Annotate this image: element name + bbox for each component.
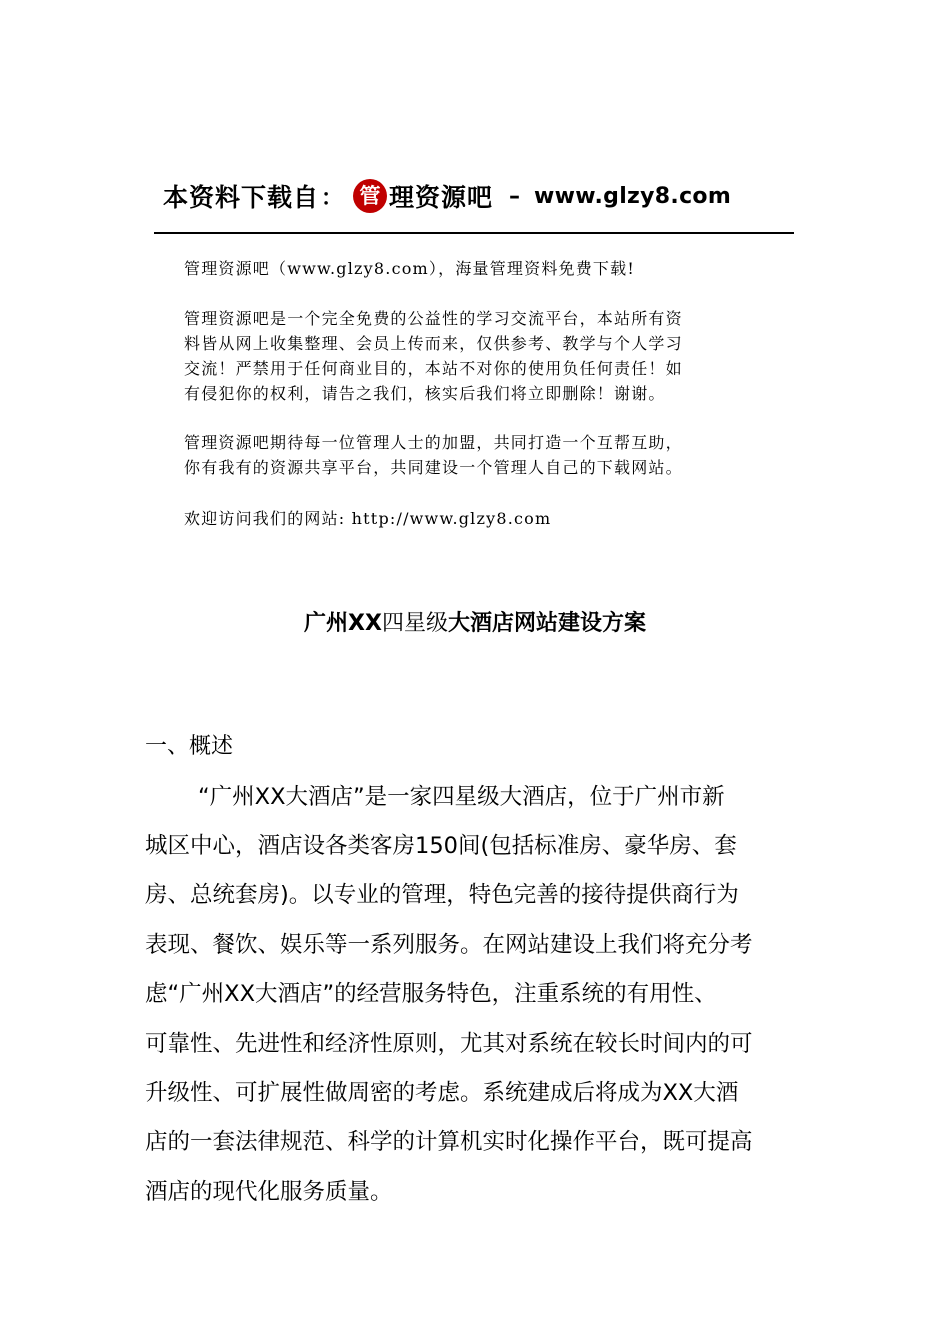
banner-colon: ： — [321, 185, 344, 211]
body-line: 虑“广州XX大酒店”的经营服务特色，注重系统的有用性、 — [145, 981, 717, 1007]
title-part-rating: 四星级 — [381, 611, 448, 636]
notice-line: 有侵犯你的权利，请告之我们，核实后我们将立即删除！谢谢。 — [184, 384, 666, 403]
banner-prefix: 本资料下载自 — [163, 183, 320, 212]
body-line: 表现、餐饮、娱乐等一系列服务。在网站建设上我们将充分考 — [145, 932, 753, 958]
title-part-city: 广州XX — [304, 611, 382, 636]
notice-line: 管理资源吧（www.glzy8.com），海量管理资料免费下载! — [184, 259, 635, 278]
notice-welcome — [184, 506, 784, 531]
notice-line: 你有我有的资源共享平台，共同建设一个管理人自己的下载网站。 — [184, 458, 683, 477]
notice-invitation — [184, 430, 784, 480]
banner-url-link[interactable]: www.glzy8.com — [534, 183, 732, 209]
banner-brand-name: 理资源吧 — [389, 183, 494, 212]
notice-line: 交流！严禁用于任何商业目的，本站不对你的使用负任何责任！如 — [184, 359, 683, 378]
notice-intro — [184, 256, 784, 281]
body-line: 城区中心，酒店设各类客房150间(包括标准房、豪华房、套 — [145, 833, 737, 859]
notice-disclaimer — [184, 306, 784, 406]
body-line: 酒店的现代化服务质量。 — [145, 1179, 393, 1205]
body-line: 店的一套法律规范、科学的计算机实时化操作平台，既可提高 — [145, 1129, 753, 1155]
notice-line: 管理资源吧期待每一位管理人士的加盟，共同打造一个互帮互助， — [184, 433, 683, 452]
title-part-subject: 大酒店网站建设方案 — [447, 611, 646, 636]
body-line: 可靠性、先进性和经济性原则，尤其对系统在较长时间内的可 — [145, 1031, 753, 1057]
welcome-link[interactable]: 欢迎访问我们的网站: http://www.glzy8.com — [184, 509, 552, 528]
notice-line: 料皆从网上收集整理、会员上传而来，仅供参考、教学与个人学习 — [184, 334, 683, 353]
banner-dash: – — [509, 183, 521, 209]
site-logo-icon: 管 — [353, 179, 387, 213]
section-heading-overview: 一、概述 — [145, 734, 234, 759]
body-line: “广州XX大酒店”是一家四星级大酒店，位于广州市新 — [198, 784, 725, 810]
notice-line: 管理资源吧是一个完全免费的公益性的学习交流平台，本站所有资 — [184, 309, 683, 328]
body-line: 房、总统套房)。以专业的管理，特色完善的接待提供商行为 — [145, 882, 739, 908]
body-line: 升级性、可扩展性做周密的考虑。系统建成后将成为XX大酒 — [145, 1080, 739, 1106]
document-title — [0, 608, 950, 640]
banner-divider — [154, 232, 794, 234]
download-source-banner — [163, 176, 731, 216]
